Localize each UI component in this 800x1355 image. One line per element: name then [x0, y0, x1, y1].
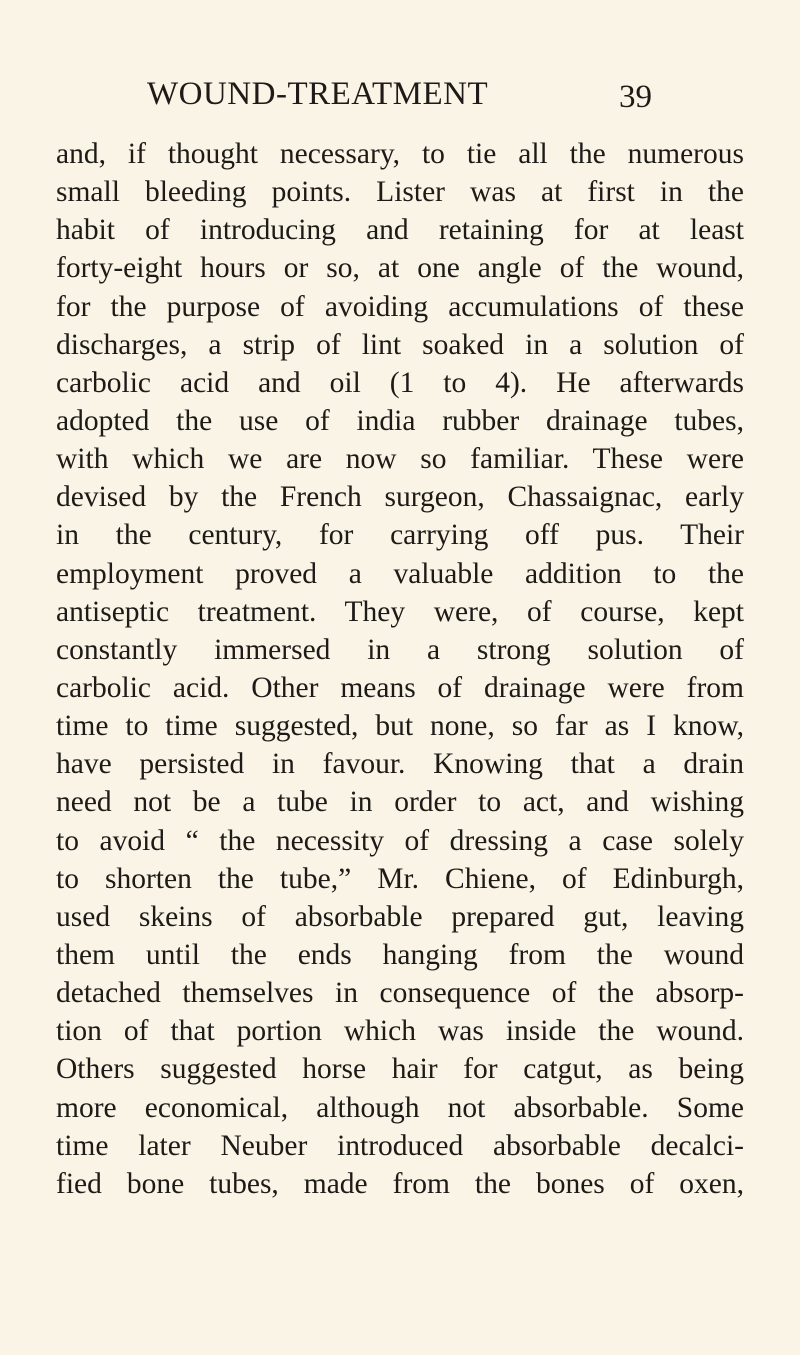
text-line: used skeins of absorbable prepared gut, leaving	[56, 900, 744, 933]
text-line: time to time suggested, but none, so far as I know,	[56, 710, 744, 743]
body-text	[56, 135, 744, 1203]
running-head: WOUND-TREATMENT	[147, 76, 489, 112]
text-line: adopted the use of india rubber drainage tubes,	[56, 404, 744, 437]
text-line: devised by the French surgeon, Chassaignac, early	[56, 481, 744, 514]
text-line: tion of that portion which was inside the wound.	[56, 1015, 744, 1048]
text-line: detached themselves in consequence of the absorp-	[56, 977, 744, 1010]
text-line: more economical, although not absorbable. Some	[56, 1091, 744, 1124]
text-line: employment proved a valuable addition to the	[56, 557, 744, 590]
page-header	[0, 72, 800, 116]
text-line: constantly immersed in a strong solution of	[56, 633, 744, 666]
text-line: to avoid “ the necessity of dressing a case solely	[56, 824, 744, 857]
text-line: antiseptic treatment. They were, of course, kept	[56, 595, 744, 628]
text-line: for the purpose of avoiding accumulations of these	[56, 290, 744, 323]
text-line: and, if thought necessary, to tie all the numerous	[56, 138, 744, 170]
text-line: in the century, for carrying off pus. Their	[56, 519, 744, 552]
text-line: forty-eight hours or so, at one angle of the wound,	[56, 252, 744, 285]
text-line: them until the ends hanging from the wound	[56, 938, 744, 971]
text-line: fied bone tubes, made from the bones of oxen,	[56, 1167, 744, 1200]
text-line: habit of introducing and retaining for at least	[56, 214, 744, 247]
text-line: carbolic acid. Other means of drainage were from	[56, 671, 744, 704]
text-line: small bleeding points. Lister was at first in the	[56, 176, 744, 209]
text-line: time later Neuber introduced absorbable decalci-	[56, 1129, 744, 1162]
text-line: need not be a tube in order to act, and wishing	[56, 786, 744, 819]
text-line: Others suggested horse hair for catgut, as being	[56, 1053, 744, 1086]
text-line: to shorten the tube,” Mr. Chiene, of Edinburgh,	[56, 862, 744, 895]
text-line: have persisted in favour. Knowing that a drain	[56, 748, 744, 781]
text-line: with which we are now so familiar. These were	[56, 443, 744, 476]
text-line: carbolic acid and oil (1 to 4). He afterwards	[56, 366, 744, 399]
text-line: discharges, a strip of lint soaked in a solution of	[56, 328, 744, 361]
page-number: 39	[619, 79, 652, 115]
